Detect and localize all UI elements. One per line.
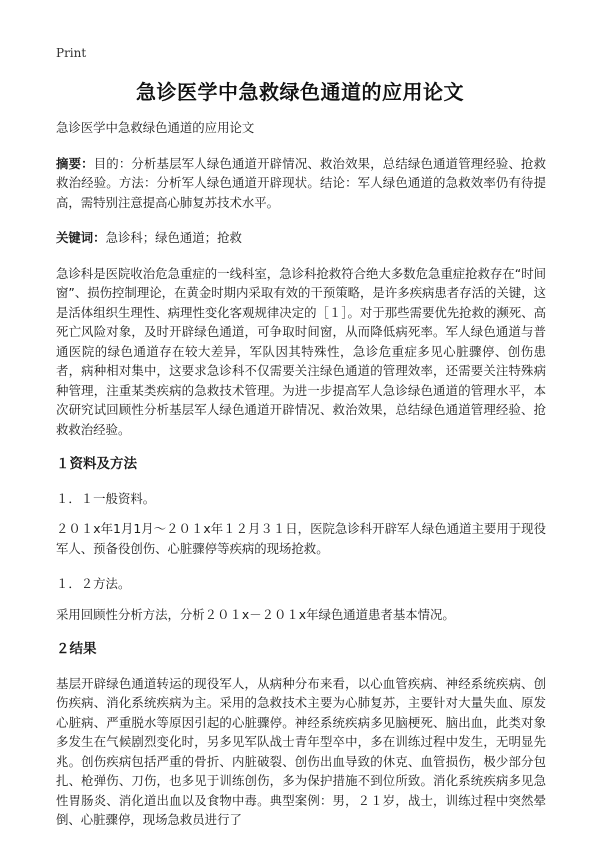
- document-title: 急诊医学中急救绿色通道的应用论文: [136, 80, 464, 104]
- section-2-heading: ２结果: [56, 641, 97, 657]
- keywords-text: 急诊科；绿色通道；抢救: [105, 230, 242, 245]
- keywords-label: 关键词：: [56, 230, 106, 245]
- abstract-label: 摘要：: [56, 155, 94, 171]
- document-subtitle: 急诊医学中急救绿色通道的应用论文: [56, 120, 255, 135]
- keywords: [56, 228, 546, 248]
- section-1-2-text: 采用回顾性分析方法，分析２０１x－２０１x年绿色通道患者基本情况。: [56, 606, 455, 622]
- document-body: [56, 118, 546, 846]
- section-1-heading: １资料及方法: [56, 456, 137, 472]
- section-1-1-text: ２０１x年1月1月～２０１x年１２月３１日，医院急诊科开辟军人绿色通道主要用于现役军人、预备役创伤、心脏骤停等疾病的现场抢救。: [56, 521, 546, 556]
- abstract: [56, 154, 546, 213]
- print-label: Print: [56, 46, 87, 60]
- abstract-text: 目的：分析基层军人绿色通道开辟情况、救治效果，总结绿色通道管理经验、抢救救治经验。方法：分析军人绿色通道开辟现状。结论：军人绿色通道的急救效率仍有待提高，需特别注意提高心肺复苏技术水平。: [56, 155, 547, 210]
- section-1-1-heading: １．１一般资料。: [56, 490, 156, 506]
- intro-paragraph: 急诊科是医院收治危急重症的一线科室，急诊科抢救符合绝大多数危急重症抢救存在“时间窗”、损伤控制理论，在黄金时期内采取有效的干预策略，是许多疾病患者存活的关键，这是活体组织生理性、病理性变化客观规律决定的［１］。对于那些需要优先抢救的濒死、高死亡风险对象，及时开辟绿色通道，可争取时间窗，从而降低病死率。军人绿色通道与普通医院的绿色通道存在较大差异，军队因其特殊性，急诊危重症多见心脏骤停、创伤患者，病种相对集中，这要求急诊科不仅需要关注绿色通道的管理效率，还需要关注特殊病种管理，注重某类疾病的急救技术管理。为进一步提高军人急诊绿色通道的管理水平，本次研究试回顾性分析基层军人绿色通道开辟情况、救治效果，总结绿色通道管理经验、抢救救治经验。: [56, 265, 546, 437]
- section-2-text: 基层开辟绿色通道转运的现役军人，从病种分布来看，以心血管疾病、神经系统疾病、创伤疾病、消化系统疾病为主。采用的急救技术主要为心肺复苏，主要针对大量失血、原发心脏病、严重脱水等原因引起的心脏骤停。神经系统疾病多见脑梗死、脑出血，此类对象多发生在气候剧烈变化时，另多见军队战士青年型卒中，多在训练过程中发生，无明显先兆。创伤疾病包括严重的骨折、内脏破裂、创伤出血导致的休克、血管损伤，极少部分包扎、枪弹伤、刀伤，也多见于训练创伤，多为保护措施不到位所致。消化系统疾病多见急性胃肠炎、消化道出血以及食物中毒。典型案例：男，２１岁，战士，训练过程中突然晕倒、心脏骤停，现场急救员进行了: [56, 675, 546, 827]
- section-1-2-heading: １．２方法。: [56, 576, 131, 591]
